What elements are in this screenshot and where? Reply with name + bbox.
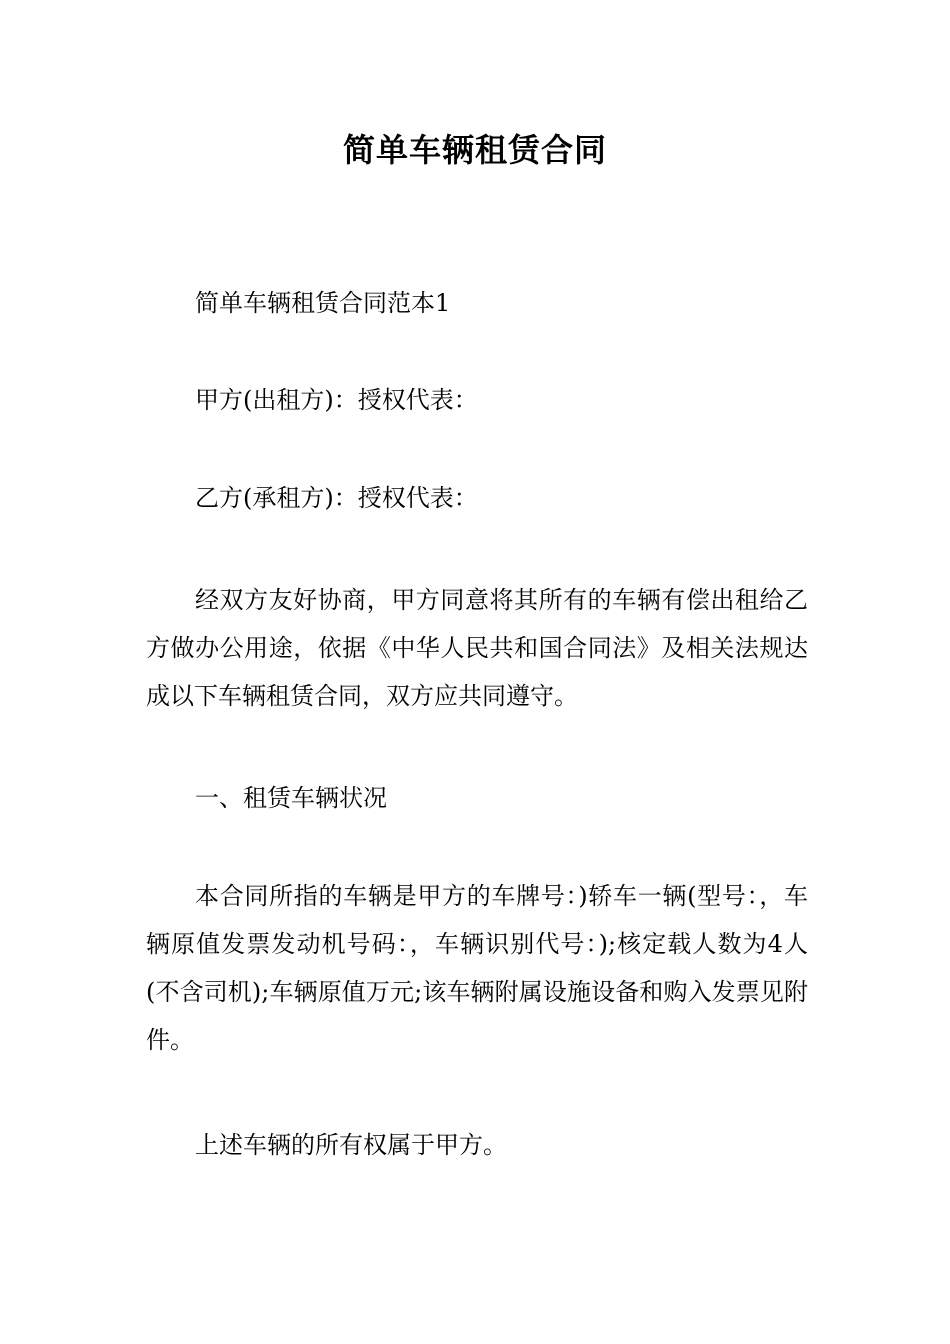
contract-sample-heading: 简单车辆租赁合同范本1: [195, 289, 451, 317]
party-a-line: 甲方(出租方)：授权代表：: [195, 386, 478, 414]
vehicle-description-paragraph: 本合同所指的车辆是甲方的车牌号：)轿车一辆(型号：，车辆原值发票发动机号码：，车辆识别代号：);核定载人数为4人(不含司机);车辆原值万元;该车辆附属设施设备和购入发票见附件。: [146, 882, 808, 1054]
ownership-paragraph: 上述车辆的所有权属于甲方。: [195, 1131, 507, 1159]
document-title: 简单车辆租赁合同: [342, 131, 607, 169]
agreement-intro-paragraph: 经双方友好协商，甲方同意将其所有的车辆有偿出租给乙方做办公用途，依据《中华人民共和国合同法》及相关法规达成以下车辆租赁合同，双方应共同遵守。: [146, 586, 808, 710]
section-one-heading: 一、租赁车辆状况: [195, 784, 387, 812]
party-b-line: 乙方(承租方)：授权代表：: [195, 484, 478, 512]
